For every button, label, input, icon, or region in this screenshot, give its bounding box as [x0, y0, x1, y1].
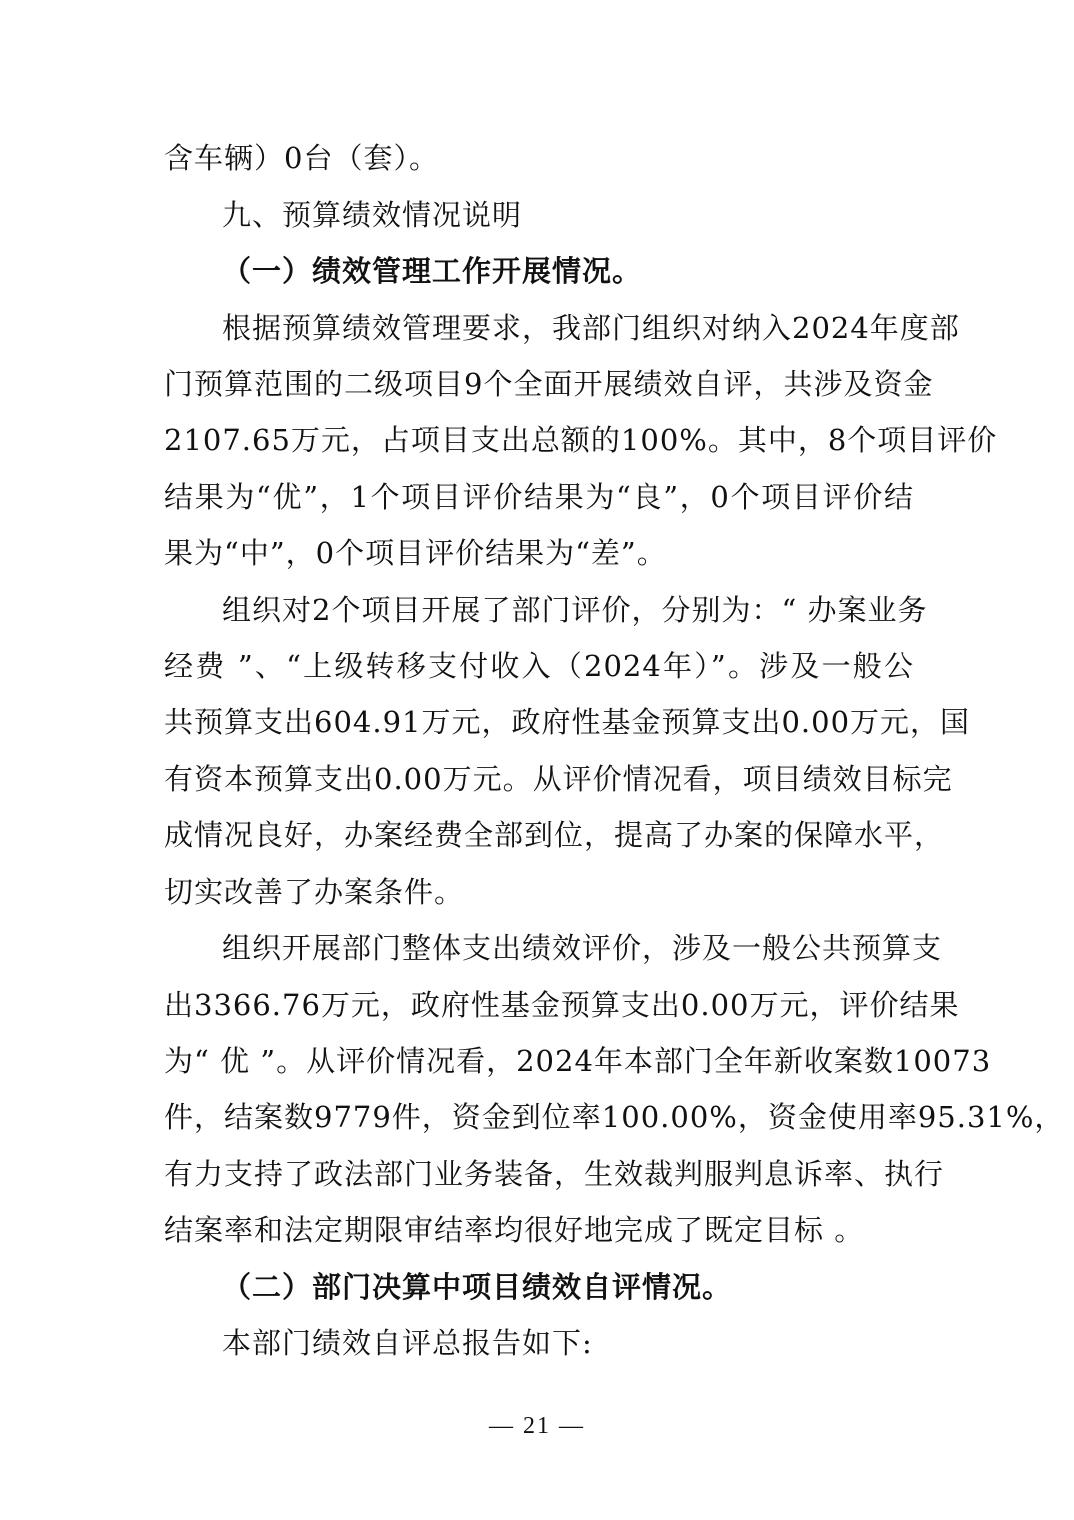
- subsection-heading: （二）部门决算中项目绩效自评情况。: [222, 1270, 733, 1304]
- subsection-heading: （一）绩效管理工作开展情况。: [222, 254, 643, 288]
- paragraph-line: 共预算支出604.91万元，政府性基金预算支出0.00万元，国: [164, 705, 971, 739]
- paragraph-line: 结案率和法定期限审结率均很好地完成了既定目标 。: [164, 1213, 865, 1247]
- paragraph-line: 组织开展部门整体支出绩效评价，涉及一般公共预算支: [222, 931, 943, 965]
- paragraph-line: 组织对2个项目开展了部门评价，分别为：“ 办案业务: [222, 593, 928, 627]
- page-number: — 21 —: [489, 1413, 585, 1439]
- paragraph-line: 根据预算绩效管理要求，我部门组织对纳入2024年度部: [222, 311, 960, 345]
- text-line: 含车辆）0台（套）。: [164, 141, 439, 175]
- paragraph-line: 果为“中”，0个项目评价结果为“差”。: [164, 536, 667, 570]
- paragraph-line: 件，结案数9779件，资金到位率100.00%，资金使用率95.31%，: [164, 1100, 1065, 1134]
- paragraph-line: 为“ 优 ”。从评价情况看，2024年本部门全年新收案数10073: [164, 1044, 992, 1078]
- paragraph-line: 结果为“优”，1个项目评价结果为“良”，0个项目评价结: [164, 480, 914, 514]
- paragraph-line: 出3366.76万元，政府性基金预算支出0.00万元，评价结果: [164, 988, 960, 1022]
- paragraph-line: 2107.65万元，占项目支出总额的100%。其中，8个项目评价: [164, 423, 998, 457]
- paragraph-line: 有资本预算支出0.00万元。从评价情况看，项目绩效目标完: [164, 762, 953, 796]
- paragraph-line: 本部门绩效自评总报告如下:: [222, 1326, 593, 1360]
- paragraph-line: 门预算范围的二级项目9个全面开展绩效自评，共涉及资金: [164, 367, 934, 401]
- paragraph-line: 成情况良好，办案经费全部到位，提高了办案的保障水平，: [164, 818, 945, 852]
- paragraph-line: 经费 ”、“上级转移支付收入（2024年）”。涉及一般公: [164, 649, 914, 683]
- section-heading: 九、预算绩效情况说明: [222, 198, 523, 232]
- paragraph-line: 切实改善了办案条件。: [164, 875, 465, 909]
- paragraph-line: 有力支持了政法部门业务装备，生效裁判服判息诉率、执行: [164, 1157, 945, 1191]
